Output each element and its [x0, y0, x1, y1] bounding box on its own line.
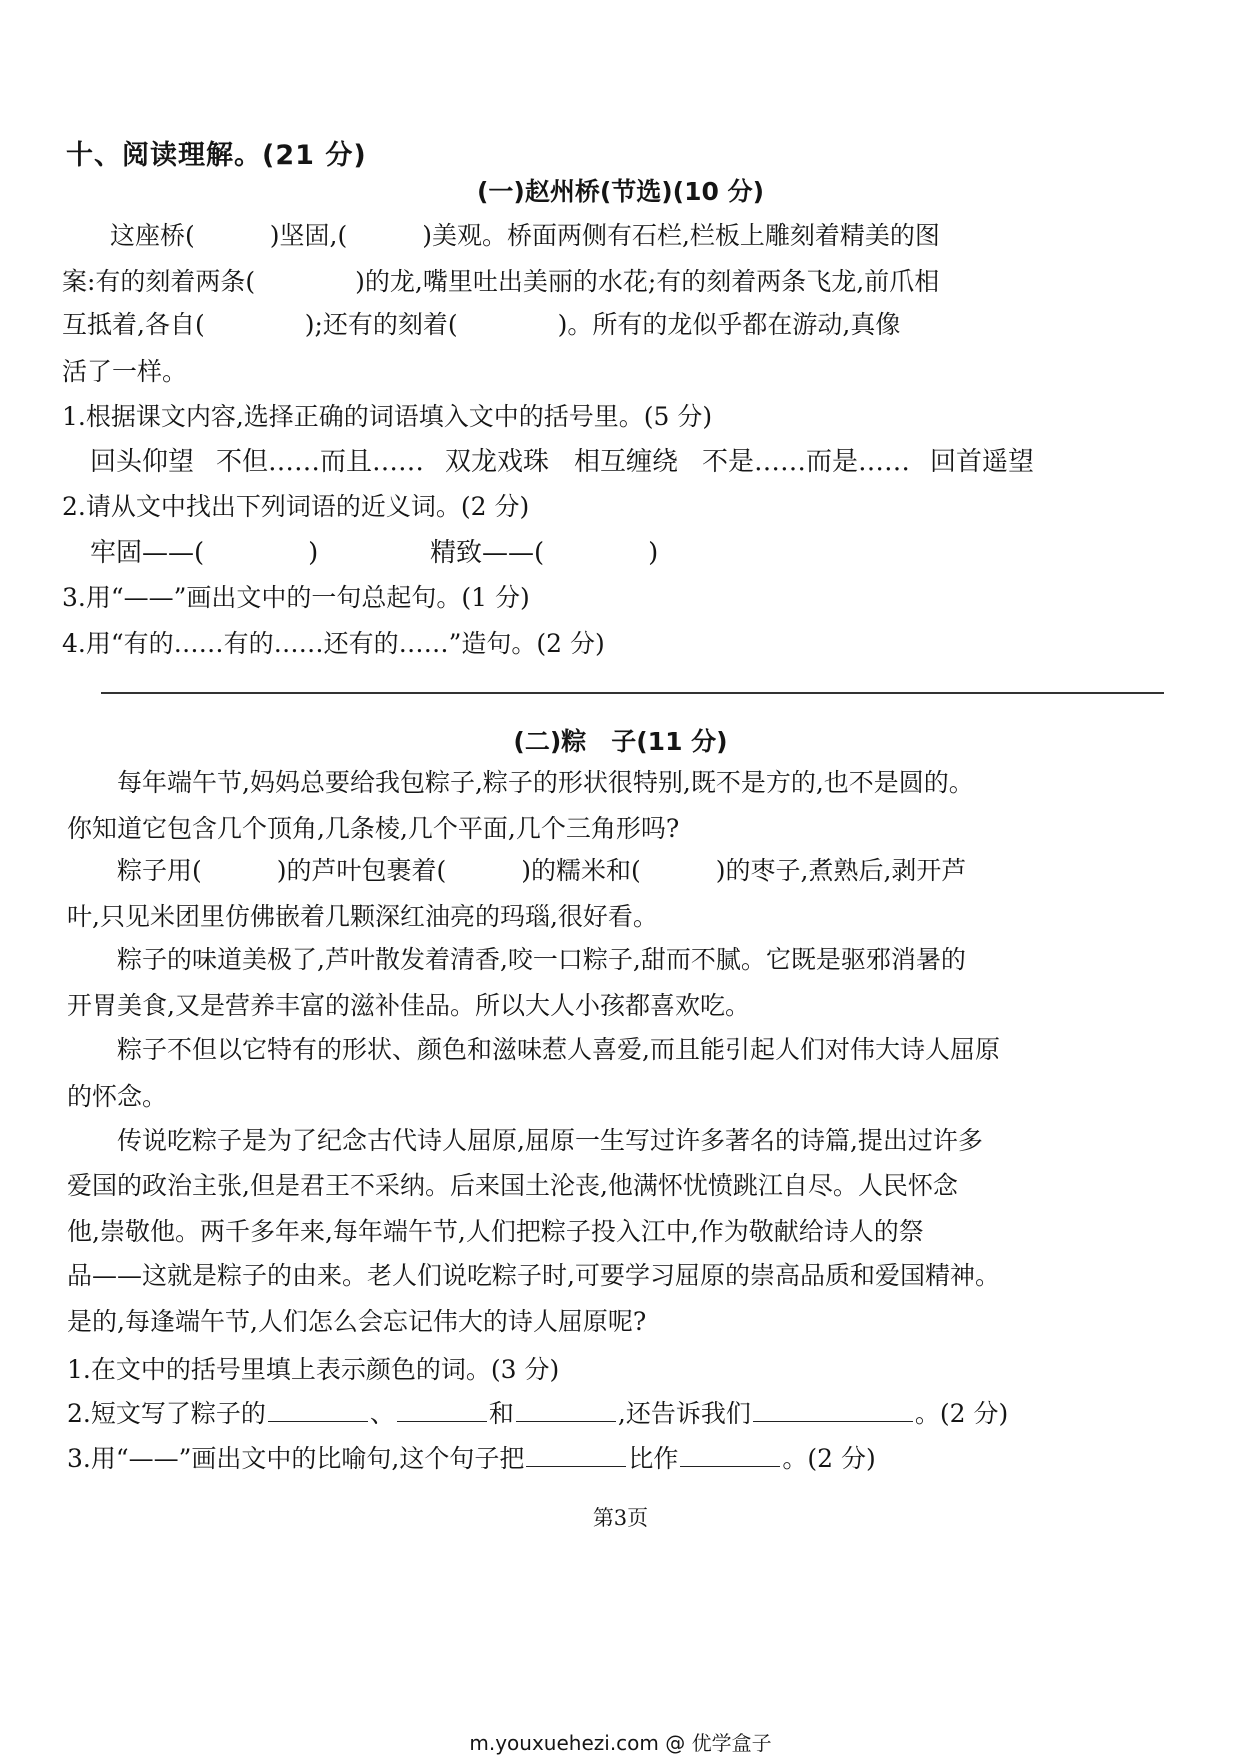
question-text: 、: [369, 1399, 395, 1428]
passage2-line: 开胃美食,又是营养丰富的滋补佳品。所以大人小孩都喜欢吃。: [67, 991, 750, 1020]
page-number: 第3页: [592, 1506, 649, 1530]
section-divider: [101, 692, 1164, 694]
section-title: 十、阅读理解。(21 分): [66, 140, 367, 171]
option-word: 双龙戏珠: [445, 447, 550, 477]
answer-blank[interactable]: [268, 1397, 368, 1422]
synonym-prompt: 精致——( ): [430, 538, 659, 568]
option-word: 不但……而且……: [216, 447, 425, 477]
passage1-line-2: 案:有的刻着两条( )的龙,嘴里吐出美丽的水花;有的刻着两条飞龙,前爪相: [62, 267, 940, 296]
passage1-question-4: 4.用“有的……有的……还有的……”造句。(2 分): [62, 629, 605, 658]
answer-blank[interactable]: [397, 1397, 487, 1422]
passage2-line: 品——这就是粽子的由来。老人们说吃粽子时,可要学习屈原的崇高品质和爱国精神。: [67, 1261, 1000, 1290]
passage2-line: 爱国的政治主张,但是君王不采纳。后来国土沦丧,他满怀忧愤跳江自尽。人民怀念: [67, 1171, 958, 1200]
option-word: 回首遥望: [930, 447, 1035, 477]
passage2-title: (二)粽 子(11 分): [513, 727, 728, 756]
answer-blank[interactable]: [516, 1397, 616, 1422]
passage2-line: 他,崇敬他。两千多年来,每年端午节,人们把粽子投入江中,作为敬献给诗人的祭: [67, 1217, 924, 1246]
passage2-line: 的怀念。: [67, 1082, 168, 1111]
passage2-line: 传说吃粽子是为了纪念古代诗人屈原,屈原一生写过许多著名的诗篇,提出过许多: [117, 1126, 983, 1155]
question-text: ,还告诉我们: [617, 1399, 751, 1428]
passage1-question-1: 1.根据课文内容,选择正确的词语填入文中的括号里。(5 分): [62, 402, 713, 431]
passage2-question-1: 1.在文中的括号里填上表示颜色的词。(3 分): [67, 1355, 560, 1384]
question-text: 。(2 分): [914, 1399, 1009, 1428]
option-word: 回头仰望: [90, 447, 195, 477]
question-text: 。(2 分): [782, 1444, 876, 1473]
passage1-title: (一)赵州桥(节选)(10 分): [476, 177, 765, 206]
synonym-prompt: 牢固——( ): [90, 538, 319, 568]
passage2-line: 粽子不但以它特有的形状、颜色和滋味惹人喜爱,而且能引起人们对伟大诗人屈原: [117, 1035, 1000, 1064]
answer-blank[interactable]: [753, 1397, 913, 1422]
passage2-line: 每年端午节,妈妈总要给我包粽子,粽子的形状很特别,既不是方的,也不是圆的。: [117, 768, 974, 797]
question-text: 2.短文写了粽子的: [67, 1399, 266, 1428]
passage1-question-3: 3.用“——”画出文中的一句总起句。(1 分): [62, 583, 530, 612]
option-word: 相互缠绕: [574, 447, 679, 477]
passage1-line-3: 互抵着,各自( );还有的刻着( )。所有的龙似乎都在游动,真像: [62, 310, 901, 339]
option-word: 不是……而是……: [702, 447, 911, 477]
answer-blank[interactable]: [680, 1442, 780, 1467]
passage1-line-4: 活了一样。: [62, 357, 188, 386]
passage2-line: 叶,只见米团里仿佛嵌着几颗深红油亮的玛瑙,很好看。: [67, 902, 658, 931]
passage2-line: 你知道它包含几个顶角,几条棱,几个平面,几个三角形吗?: [67, 814, 680, 843]
question-text: 比作: [628, 1444, 679, 1473]
question-text: 和: [488, 1399, 514, 1428]
question-text: 3.用“——”画出文中的比喻句,这个句子把: [67, 1444, 525, 1473]
passage1-line-1: 这座桥( )坚固,( )美观。桥面两侧有石栏,栏板上雕刻着精美的图: [110, 221, 940, 250]
site-watermark: m.youxuehezi.com @ 优学盒子: [469, 1731, 772, 1755]
passage2-question-2: [67, 1394, 1008, 1430]
passage2-line: 粽子的味道美极了,芦叶散发着清香,咬一口粽子,甜而不腻。它既是驱邪消暑的: [117, 945, 966, 974]
passage2-line: 是的,每逢端午节,人们怎么会忘记伟大的诗人屈原呢?: [67, 1307, 647, 1336]
passage2-line: 粽子用( )的芦叶包裹着( )的糯米和( )的枣子,煮熟后,剥开芦: [117, 856, 967, 885]
answer-blank[interactable]: [526, 1442, 626, 1467]
passage2-question-3: [67, 1439, 876, 1475]
passage1-question-2: 2.请从文中找出下列词语的近义词。(2 分): [62, 492, 530, 521]
